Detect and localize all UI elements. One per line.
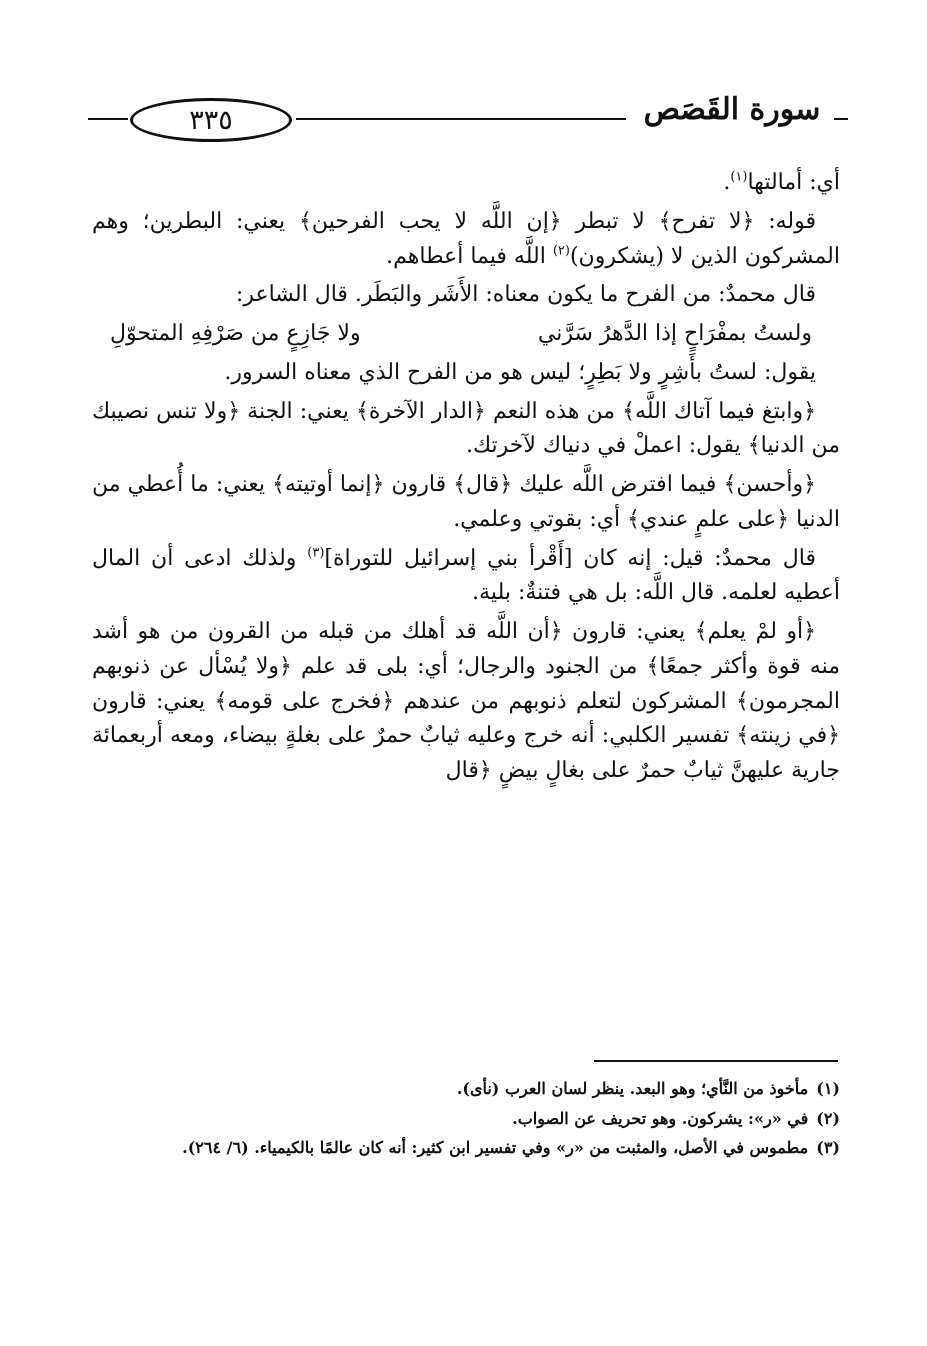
footnote-text: مطموس في الأصل، والمثبت من «ر» وفي تفسير ابن كثير: أنه كان عالمًا بالكيمياء. (٦/ ٢٦٤). xyxy=(182,1138,809,1158)
paragraph: ﴿وابتغ فيما آتاك اللَّه﴾ من هذه النعم ﴿الدار الآخرة﴾ يعني: الجنة ﴿ولا تنس نصيبك من الدنيا﴾ يقول: اعملْ في دنياك لآخرتك. xyxy=(92,398,840,459)
paragraph: أي: أمالتها$^{(١)}$. xyxy=(723,169,840,195)
footnote-number: (١) xyxy=(816,1079,840,1098)
footnote-text: في «ر»: يشركون. وهو تحريف عن الصواب. xyxy=(512,1108,809,1128)
footnote-ref[interactable]: (١) xyxy=(730,169,748,185)
footnote-text: مأخوذ من النَّأي؛ وهو البعد. ينظر لسان العرب (نأى). xyxy=(456,1079,809,1098)
footnote-separator xyxy=(594,1060,838,1062)
paragraph: يقول: لستُ بأَشِرٍ ولا بَطِرٍ؛ ليس هو من الفرح الذي معناه السرور. xyxy=(224,359,816,385)
paragraph-text: قوله: ﴿لا تفرح﴾ لا تبطر ﴿إن اللَّه لا يحب الفرحين﴾ يعني: البطرين؛ وهم المشركون الذين لا (يشكرون) xyxy=(92,208,840,269)
footnote xyxy=(92,1104,840,1134)
header-rule-left xyxy=(88,118,128,120)
page-number: ٣٣٥ xyxy=(189,104,233,136)
paragraph-text: أي: أمالتها xyxy=(747,170,840,195)
footnote-ref[interactable]: (٢) xyxy=(552,243,570,259)
paragraph xyxy=(92,542,840,612)
paragraph-text: ولذلك ادعى أن المال أعطيه لعلمه. قال اللَّه: بل هي فتنةٌ: بلية. xyxy=(92,545,840,606)
verse-second-hemistich: ولا جَازِعٍ من صَرْفِهِ المتحوّلِ xyxy=(110,321,361,346)
footnote xyxy=(92,1074,840,1104)
poetry-verse xyxy=(92,317,840,352)
verse-first-hemistich: ولستُ بمفْرَاحٍ إذا الدَّهرُ سَرَّني xyxy=(537,321,812,346)
paragraph: ﴿وأحسن﴾ فيما افترض اللَّه عليك ﴿قال﴾ قارون ﴿إنما أوتيته﴾ يعني: ما أُعطي من الدنيا ﴿على علمٍ عندي﴾ أي: بقوتي وعلمي. xyxy=(92,472,840,532)
footnote-ref[interactable]: (٣) xyxy=(307,545,325,561)
header-rule-middle xyxy=(296,118,626,120)
header-rule-right xyxy=(834,118,848,120)
page-number-oval xyxy=(130,98,292,142)
paragraph-text: قال محمدٌ: قيل: إنه كان [أَقْرأ بني إسرائيل للتوراة] xyxy=(324,545,816,571)
surah-title: سورة القَصَص xyxy=(643,92,821,127)
paragraph: ﴿أو لمْ يعلم﴾ يعني: قارون ﴿أن اللَّه قد أهلك من قبله من القرون من هو أشد منه قوة وأكثر جمعًا﴾ من الجنود والرجال؛ أي: بلى قد علم ﴿ولا يُسْأل عن ذنوبهم المجرمون﴾ المشركون لتعلم ذنوبهم من عندهم ﴿فخرج على قومه﴾ يعني: قارون ﴿في زينته﴾ تفسير الكلبي: أنه خرج وعليه ثيابٌ حمرٌ على بغلةٍ بيضاء، ومعه أربعمائة جارية عليهنَّ ثيابٌ حمرٌ على بغالٍ بيضٍ ﴿قال xyxy=(92,619,840,783)
footnotes xyxy=(92,1074,840,1163)
body-text xyxy=(92,166,840,793)
footnote-number: (٢) xyxy=(816,1108,840,1128)
footnote-number: (٣) xyxy=(816,1138,840,1158)
paragraph-text: اللَّه فيما أعطاهم. xyxy=(386,243,553,269)
paragraph xyxy=(92,205,840,275)
footnote xyxy=(92,1133,840,1163)
page-header xyxy=(86,88,846,148)
paragraph: قال محمدٌ: من الفرح ما يكون معناه: الأَشَر والبَطَر. قال الشاعر: xyxy=(235,282,816,308)
